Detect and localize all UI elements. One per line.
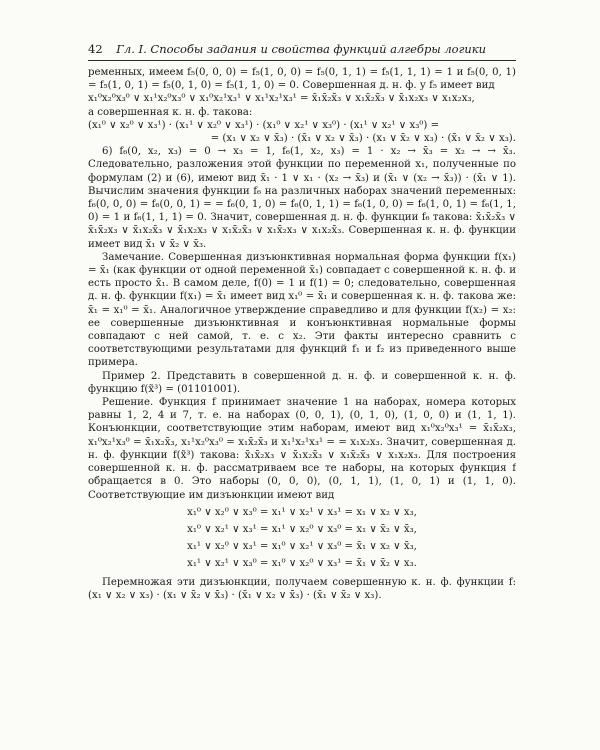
- paragraph-conclusion: Перемножая эти дизъюнкции, получаем совершенную к. н. ф. функции f: (x₁ ∨ x₂ ∨ x₃) · (x₁ ∨ x̄₂ ∨ x̄₃) · (x̄₁ ∨ x₂ ∨ x̄₃) · (x̄₁ ∨ x̄₂ ∨ x₃).: [88, 576, 516, 601]
- formula-disjunction-3: x₁¹ ∨ x₂⁰ ∨ x₃¹ = x₁⁰ ∨ x₂¹ ∨ x₃⁰ = x̄₁ ∨ x₂ ∨ x̄₃,: [187, 540, 417, 552]
- page-number: 42: [88, 42, 103, 56]
- running-header: [88, 42, 516, 56]
- formula-f5-knf-line1: (x₁⁰ ∨ x₂⁰ ∨ x₃¹) · (x₁¹ ∨ x₂⁰ ∨ x₃¹) · (x₁⁰ ∨ x₂¹ ∨ x₃⁰) · (x₁¹ ∨ x₂¹ ∨ x₃⁰) =: [88, 119, 440, 131]
- paragraph-f5-values: ременных, имеем f₅(0, 0, 0) = f₅(1, 0, 0) = f₅(0, 1, 1) = f₅(1, 1, 1) = 1 и f₅(0, 0, 1) = f₅(1, 0, 1) = f₅(0, 1, 0) = f₅(1, 1, 0) = 0. Совершенная д. н. ф. у f₅ имеет вид: [88, 67, 516, 92]
- running-title: Гл. I. Способы задания и свойства функций алгебры логики: [116, 42, 487, 56]
- formula-f5-dnf: x₁⁰x₂⁰x₃⁰ ∨ x₁¹x₂⁰x₃⁰ ∨ x₁⁰x₂¹x₃¹ ∨ x₁¹x₂¹x₃¹ = x̄₁x̄₂x̄₃ ∨ x₁x̄₂x̄₃ ∨ x̄₁x₂x₃ ∨ x₁x₂x₃,: [88, 93, 475, 105]
- paragraph-knf-intro: а совершенная к. н. ф. такова:: [88, 106, 253, 118]
- header-rule: [88, 60, 516, 61]
- paragraph-solution: Решение. Функция f принимает значение 1 на наборах, номера которых равны 1, 2, 4 и 7, т. е. на наборах (0, 0, 1), (0, 1, 0), (1, 0, 0) и (1, 1, 1). Конъюнкции, соответствующие этим наборам, имеют вид x₁⁰x₂⁰x₃¹ = x̄₁x̄₂x₃, x₁⁰x₂¹x₃⁰ = x̄₁x₂x̄₃, x₁¹x₂⁰x₃⁰ = x₁x̄₂x̄₃ и x₁¹x₂¹x₃¹ = = x₁x₂x₃. Значит, совершенная д. н. ф. функции f(x̃³) такова: x̄₁x̄₂x₃ ∨ x̄₁x₂x̄₃ ∨ x₁x̄₂x̄₃ ∨ x₁x₂x₃. Для построения совершенной к. н. ф. рассматриваем все те наборы, на которых функция f обращается в 0. Это наборы (0, 0, 0), (0, 1, 1), (1, 0, 1) и (1, 1, 0). Соответствующие им дизъюнкции имеют вид: [88, 397, 516, 501]
- formula-disjunction-2: x₁⁰ ∨ x₂¹ ∨ x₃¹ = x₁¹ ∨ x₂⁰ ∨ x₃⁰ = x₁ ∨ x̄₂ ∨ x̄₃,: [187, 523, 417, 535]
- text-body: [88, 66, 516, 706]
- paragraph-example-2: Пример 2. Представить в совершенной д. н. ф. и совершенной к. н. ф. функцию f(x̃³) = (01101001).: [88, 370, 516, 395]
- paragraph-item-6: 6) f₆(0, x₂, x₃) = 0 → x₃ = 1, f₆(1, x₂, x₃) = 1 · x₂ → x̄₃ = x₂ → → x̄₃. Следовательно, разложения этой функции по переменной x₁, полученные по формулам (2) и (6), имеют вид x̄₁ · 1 ∨ x₁ · (x₂ → x̄₃) и (x̄₁ ∨ (x₂ → x̄₃)) · (x̄₁ ∨ 1). Вычислим значения функции f₆ на различных наборах значений переменных: f₆(0, 0, 0) = f₆(0, 0, 1) = = f₆(0, 1, 0) = f₆(0, 1, 1) = f₆(1, 0, 0) = f₆(1, 0, 1) = f₆(1, 1, 0) = 1 и f₆(1, 1, 1) = 0. Значит, совершенная д. н. ф. функции f₆ такова: x̄₁x̄₂x̄₃ ∨ x̄₁x̄₂x₃ ∨ x̄₁x₂x̄₃ ∨ x̄₁x₂x₃ ∨ x₁x̄₂x̄₃ ∨ x₁x̄₂x₃ ∨ x₁x₂x̄₃. Совершенная к. н. ф. функции имеет вид x̄₁ ∨ x̄₂ ∨ x̄₃.: [88, 146, 516, 250]
- formula-disjunction-4: x₁¹ ∨ x₂¹ ∨ x₃⁰ = x₁⁰ ∨ x₂⁰ ∨ x₃¹ = x̄₁ ∨ x̄₂ ∨ x₃.: [187, 557, 417, 569]
- formula-f5-knf-line2: = (x₁ ∨ x₂ ∨ x̄₃) · (x̄₁ ∨ x₂ ∨ x̄₃) · (x₁ ∨ x̄₂ ∨ x₃) · (x̄₁ ∨ x̄₂ ∨ x₃).: [210, 133, 516, 145]
- formula-disjunction-1: x₁⁰ ∨ x₂⁰ ∨ x₃⁰ = x₁¹ ∨ x₂¹ ∨ x₃¹ = x₁ ∨ x₂ ∨ x₃,: [187, 506, 417, 518]
- disjunction-formulas: [88, 504, 516, 572]
- paragraph-remark: Замечание. Совершенная дизъюнктивная нормальная форма функции f(x₁) = x̄₁ (как функции от одной переменной x̄₁) совпадает с совершенной к. н. ф. и есть просто x̄₁. В самом деле, f(0) = 1 и f(1) = 0; следовательно, совершенная д. н. ф. функции f(x₁) = x̄₁ имеет вид x₁⁰ = x̄₁ и совершенная к. н. ф. такова же: x̄₁ = x₁⁰ = x̄₁. Аналогичное утверждение справедливо и для функции f(x₂) = x₂: ее совершенные дизъюнктивная и конъюнктивная нормальные формы совпадают с ней самой, т. е. с x₂. Эти факты интересно сравнить с соответствующими результатами для функций f₁ и f₂ из приведенного выше примера.: [88, 251, 516, 369]
